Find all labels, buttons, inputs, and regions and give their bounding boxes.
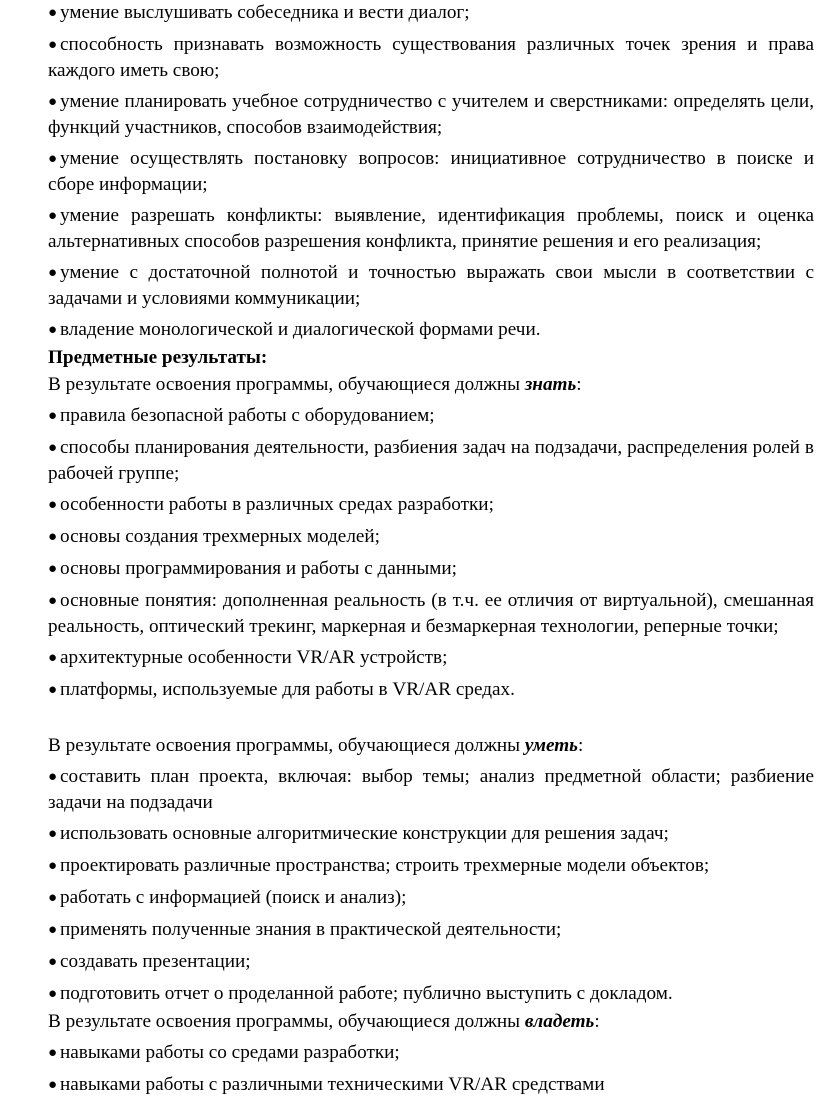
list-item: ● особенности работы в различных средах разработки; [12, 492, 814, 518]
bullet-icon: ● [48, 1077, 58, 1093]
bullet-icon: ● [48, 1045, 58, 1061]
bullet-icon: ● [48, 497, 58, 513]
list-item: ● подготовить отчет о проделанной работе; публично выступить с докладом. [12, 981, 814, 1007]
list-item: ● проектировать различные пространства; строить трехмерные модели объектов; [12, 853, 814, 879]
list-item: ● применять полученные знания в практической деятельности; [12, 917, 814, 943]
bullet-icon: ● [48, 858, 58, 874]
list-item: ● правила безопасной работы с оборудованием; [12, 403, 814, 429]
bullet-icon: ● [48, 986, 58, 1002]
list-item: ● работать с информацией (поиск и анализ); [12, 885, 814, 911]
list-item: ● умение планировать учебное сотрудничество с учителем и сверстниками: определять цели, функций участников, способов взаимодействия; [48, 91, 814, 138]
list-item: ● владение монологической и диалогической формами речи. [12, 317, 814, 343]
bullet-icon: ● [48, 593, 58, 609]
bullet-icon: ● [48, 151, 58, 167]
bullet-icon: ● [48, 890, 58, 906]
bullet-icon: ● [48, 265, 58, 281]
list-item: ● архитектурные особенности VR/AR устройств; [12, 645, 814, 671]
bullet-icon: ● [48, 826, 58, 842]
section-heading: Предметные результаты: [48, 347, 268, 368]
list-item: ● основы создания трехмерных моделей; [12, 524, 814, 550]
bullet-icon: ● [48, 922, 58, 938]
bullet-icon: ● [48, 769, 58, 785]
bullet-icon: ● [48, 37, 58, 53]
bullet-icon: ● [48, 650, 58, 666]
know-intro: В результате освоения программы, обучающиеся должны знать: [48, 374, 582, 395]
list-item: ● навыками работы со средами разработки; [12, 1040, 814, 1066]
list-item: ● умение разрешать конфликты: выявление, идентификация проблемы, поиск и оценка альтернативных способов разрешения конфликта, принятие решения и его реализация; [48, 205, 814, 252]
list-item: ● умение осуществлять постановку вопросов: инициативное сотрудничество в поиске и сборе информации; [48, 148, 814, 195]
list-item: ● основы программирования и работы с данными; [12, 556, 814, 582]
own-intro: В результате освоения программы, обучающиеся должны владеть: [48, 1011, 600, 1032]
list-item: ● основные понятия: дополненная реальность (в т.ч. ее отличия от виртуальной), смешанная реальность, оптический трекинг, маркерная и безмаркерная технологии, реперные точки; [48, 590, 814, 637]
bullet-icon: ● [48, 408, 58, 424]
bullet-icon: ● [48, 94, 58, 110]
list-item: ● способность признавать возможность существования различных точек зрения и права каждого иметь свою; [48, 34, 814, 81]
spacer [12, 709, 814, 733]
bullet-icon: ● [48, 440, 58, 456]
bullet-icon: ● [48, 561, 58, 577]
list-item: ● создавать презентации; [12, 949, 814, 975]
bullet-icon: ● [48, 5, 58, 21]
can-intro: В результате освоения программы, обучающиеся должны уметь: [48, 735, 584, 756]
bullet-icon: ● [48, 682, 58, 698]
bullet-icon: ● [48, 954, 58, 970]
list-item: ● умение выслушивать собеседника и вести диалог; [12, 0, 814, 26]
list-item: ● умение с достаточной полнотой и точностью выражать свои мысли в соответствии с задачами и условиями коммуникации; [48, 262, 814, 309]
list-item: ● использовать основные алгоритмические конструкции для решения задач; [12, 821, 814, 847]
list-item: ● способы планирования деятельности, разбиения задач на подзадачи, распределения ролей в рабочей группе; [48, 437, 814, 484]
list-item: ● составить план проекта, включая: выбор темы; анализ предметной области; разбиение задачи на подзадачи [48, 766, 814, 813]
list-item: ● платформы, используемые для работы в VR/AR средах. [12, 677, 814, 703]
list-item: ● навыками работы с различными техническими VR/AR средствами [12, 1072, 814, 1098]
bullet-icon: ● [48, 529, 58, 545]
bullet-icon: ● [48, 322, 58, 338]
document-page [12, 0, 814, 1104]
bullet-icon: ● [48, 208, 58, 224]
